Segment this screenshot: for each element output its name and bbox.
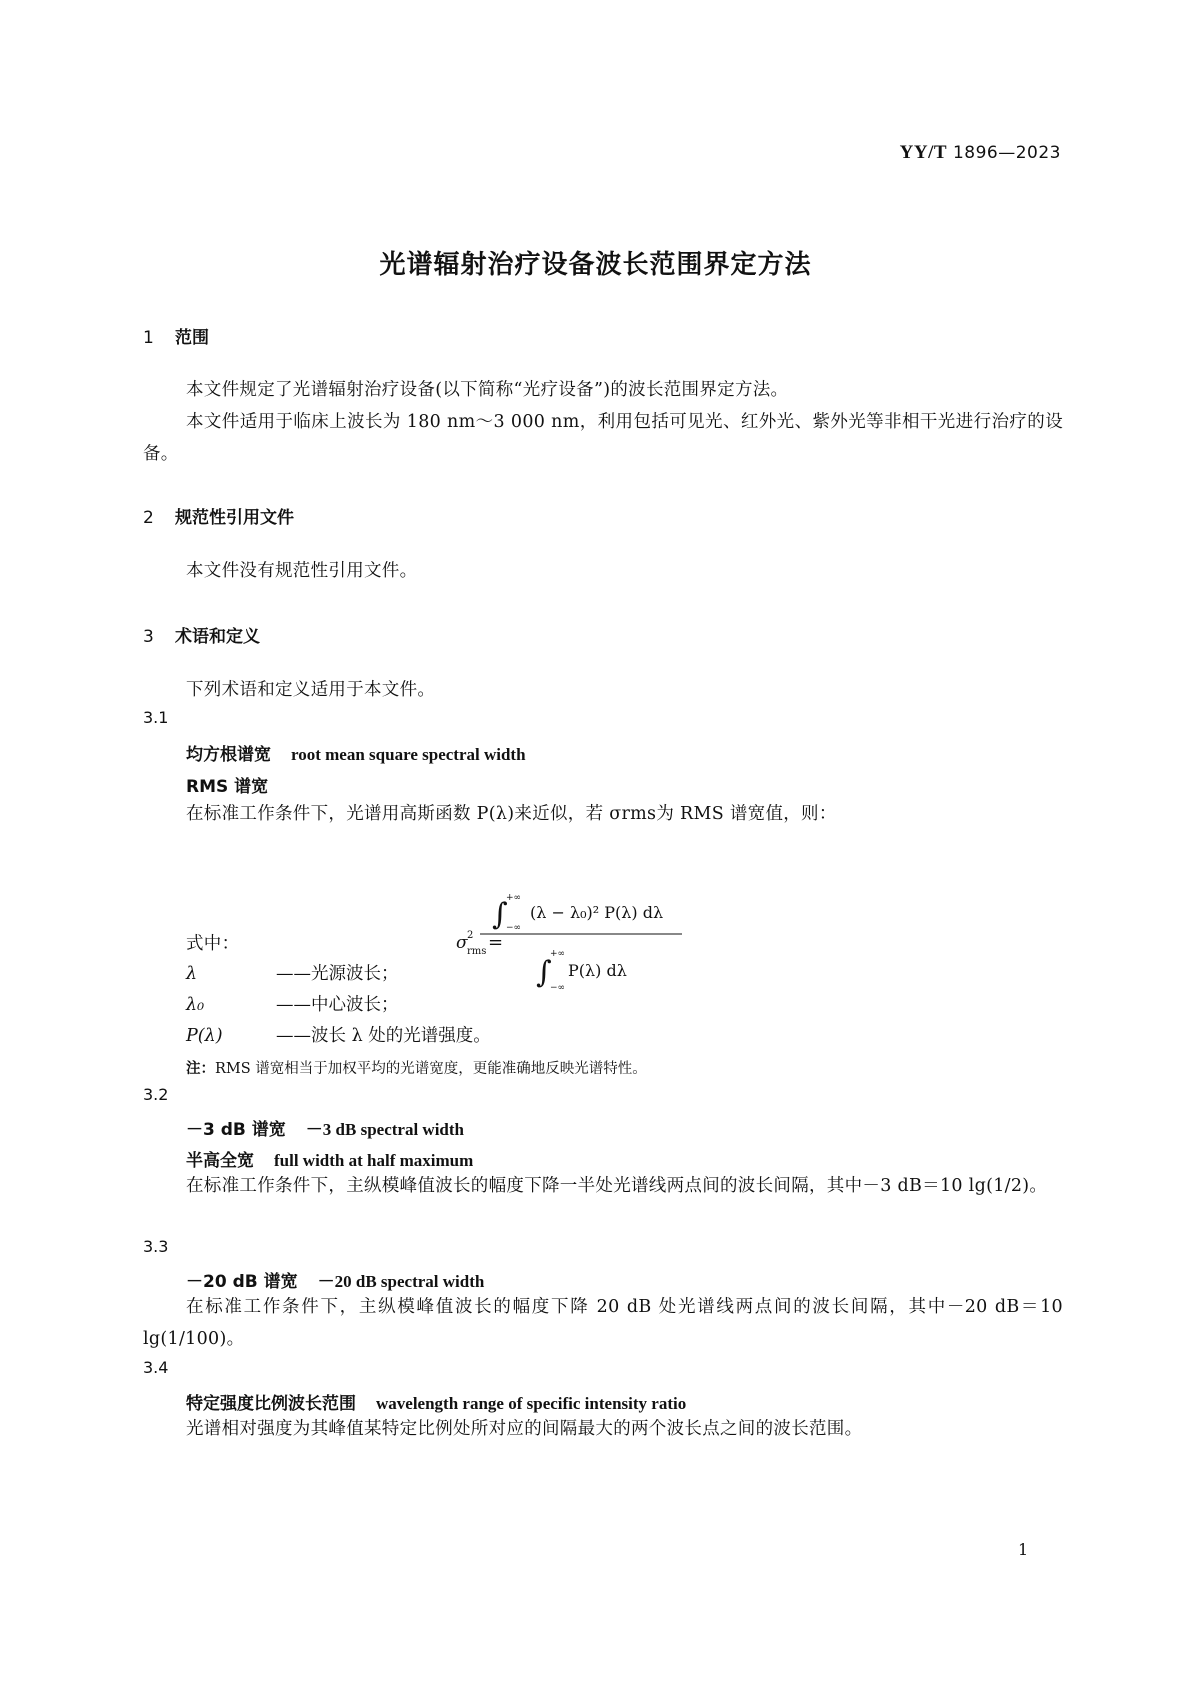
where-description: ——中心波长； (276, 995, 399, 1015)
clause-number: 3.3 (143, 1237, 169, 1256)
term-heading (186, 1267, 484, 1292)
formula-int-lower: −∞ (506, 923, 522, 933)
where-item (186, 991, 399, 1016)
normative-references-paragraph: 本文件没有规范性引用文件。 (186, 561, 418, 581)
term-chinese: 半高全宽 (186, 1151, 254, 1171)
formula-equals: = (488, 932, 504, 953)
section-number: 1 (143, 328, 154, 348)
alternative-term (186, 1146, 473, 1171)
formula-int-upper: +∞ (506, 893, 522, 903)
term-chinese: 特定强度比例波长范围 (186, 1394, 356, 1414)
definition-text: 在标准工作条件下，主纵模峰值波长的幅度下降 20 dB 处光谱线两点间的波长间隔，其中－20 dB＝10 lg(1/100)。 (143, 1297, 1063, 1349)
formula-int-lower-denominator: −∞ (550, 983, 566, 993)
standard-number: 1896—2023 (952, 143, 1061, 163)
term-english: －3 dB spectral width (305, 1120, 465, 1139)
term-heading (186, 1389, 686, 1414)
formula-integral-denominator: ∫ (536, 955, 552, 990)
formula-integral-numerator: ∫ (492, 897, 508, 932)
formula-lhs-sup: 2 (467, 930, 474, 941)
section-heading-scope (143, 323, 209, 348)
alternative-term (186, 772, 268, 797)
clause-number: 3.1 (143, 708, 169, 727)
formula-denominator: P(λ) dλ (568, 961, 627, 980)
where-description: ——光源波长； (276, 964, 399, 984)
term-chinese: 均方根谱宽 (186, 745, 271, 765)
where-description: ——波长 λ 处的光谱强度。 (276, 1026, 491, 1046)
section-title: 术语和定义 (175, 627, 260, 647)
definition-text: 光谱相对强度为其峰值某特定比例处所对应的间隔最大的两个波长点之间的波长范围。 (186, 1419, 863, 1439)
page-number: 1 (1018, 1540, 1029, 1559)
standard-code (900, 142, 1061, 164)
section-heading-normative-references (143, 503, 294, 528)
where-symbol: λ (186, 964, 198, 984)
section-number: 3 (143, 627, 154, 647)
where-symbol: λ₀ (186, 995, 205, 1015)
where-label: 式中： (186, 934, 240, 954)
term-english: full width at half maximum (274, 1151, 474, 1170)
note (186, 1057, 647, 1078)
section-title: 范围 (175, 328, 209, 348)
term-chinese: －20 dB 谱宽 (186, 1272, 298, 1292)
where-symbol: P(λ) (186, 1026, 223, 1046)
definition-text: 在标准工作条件下，光谱用高斯函数 P(λ)来近似，若 σrms为 RMS 谱宽值，则： (186, 804, 837, 824)
formula-lhs-sub: rms (467, 946, 487, 957)
term-chinese: －3 dB 谱宽 (186, 1120, 286, 1140)
formula-numerator: (λ − λ₀)² P(λ) dλ (530, 903, 664, 922)
clause-number: 3.4 (143, 1358, 169, 1377)
note-text: RMS 谱宽相当于加权平均的光谱宽度，更能准确地反映光谱特性。 (215, 1061, 647, 1077)
terms-intro-paragraph: 下列术语和定义适用于本文件。 (186, 680, 436, 700)
section-number: 2 (143, 508, 154, 528)
document-title: 光谱辐射治疗设备波长范围界定方法 (379, 250, 812, 280)
section-title: 规范性引用文件 (175, 508, 294, 528)
definition-text: 在标准工作条件下，主纵模峰值波长的幅度下降一半处光谱线两点间的波长间隔，其中－3 dB＝10 lg(1/2)。 (186, 1176, 1048, 1196)
note-label: 注： (186, 1061, 215, 1077)
term-english: －20 dB spectral width (317, 1272, 485, 1291)
clause-number: 3.2 (143, 1085, 169, 1104)
where-item (186, 1022, 491, 1047)
formula-int-upper-denominator: +∞ (550, 949, 566, 959)
scope-paragraph-2: 本文件适用于临床上波长为 180 nm～3 000 nm，利用包括可见光、红外光、紫外光等非相干光进行治疗的设备。 (143, 412, 1063, 464)
formula-lhs-symbol: σ (456, 933, 468, 953)
term-english: wavelength range of specific intensity ratio (376, 1394, 687, 1413)
term-english: root mean square spectral width (291, 745, 526, 764)
term-heading (186, 740, 526, 765)
term-chinese: RMS 谱宽 (186, 777, 269, 797)
section-heading-terms (143, 622, 260, 647)
scope-paragraph-1: 本文件规定了光谱辐射治疗设备(以下简称“光疗设备”)的波长范围界定方法。 (186, 380, 789, 400)
standard-prefix: YY/T (899, 142, 948, 163)
where-item (186, 960, 399, 985)
term-heading (186, 1115, 464, 1140)
